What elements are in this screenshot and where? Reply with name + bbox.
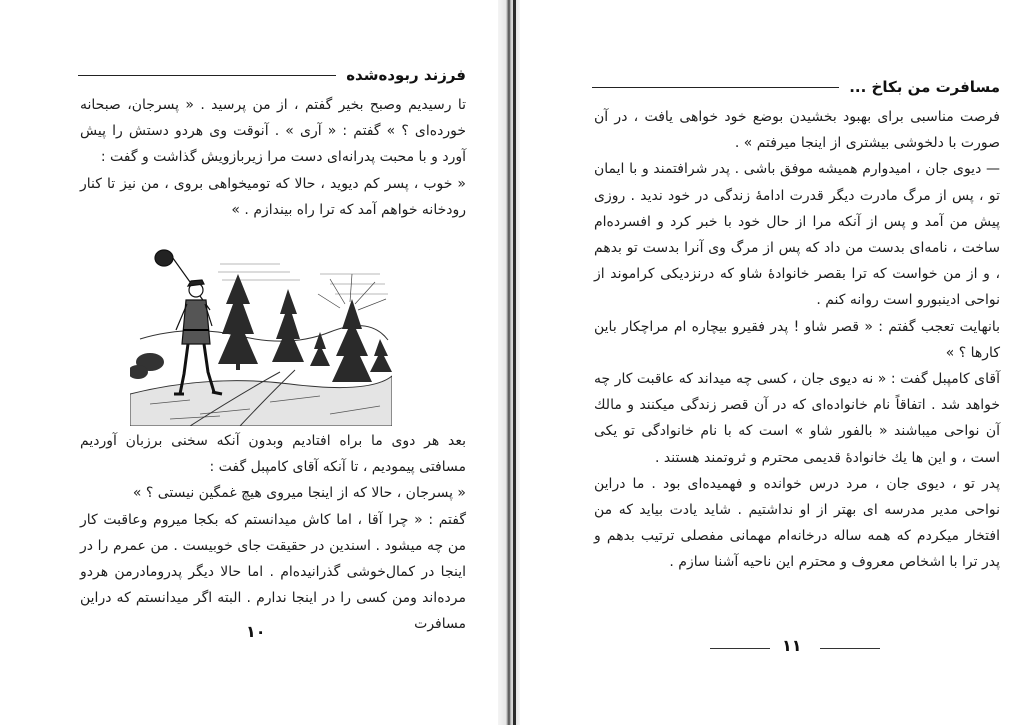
right-footer-rule-right [820, 648, 880, 649]
right-paragraph-4: آقای کامپبل گفت : « نه دیوی جان ، کسی چه میداند که عاقبت کار چه خواهد شد . اتفاقاً نام خانواده‌ای که در آن قصر زندگی میکنند و مالك آن نواحی میباشند « بالفور شاو » است که با نام خانوادگی تو یکی است ، و این ها یك خانوادهٔ قدیمی محترم و ثروتمند هستند . [594, 371, 1000, 466]
book-gutter [498, 0, 520, 725]
left-paragraph-3: بعد هر دوی ما براه افتادیم وبدون آنکه سخنی برزبان آوردیم مسافتی پیمودیم ، تا آنکه آقای کامپبل گفت : [80, 433, 466, 476]
left-paragraph-4: « پسرجان ، حالا که از اینجا میروی هیچ غمگین نیستی ؟ » [132, 485, 466, 502]
left-paragraph-1: تا رسیدیم وصبح بخیر گفتم ، از من پرسید . « پسرجان، صبحانه خورده‌ای ؟ » گفتم : « آری » . آنوقت وی هردو دستش را پیش آورد و با محبت پدرانه‌ای دست مرا زیربازویش گذاشت و گفت : [80, 97, 466, 166]
right-page-number: ۱۱ [782, 636, 802, 655]
left-header-rule [78, 75, 336, 76]
right-page-header [592, 78, 1000, 96]
left-page-number: ۱۰ [246, 622, 266, 641]
left-paragraph-2: « خوب ، پسر کم دیوید ، حالا که تومیخواهی بروی ، من نیز تا کنار رودخانه خواهم آمد که ترا راه بیندازم . » [80, 175, 466, 218]
right-header-title: مسافرت من بکاخ ... [849, 78, 1000, 96]
right-paragraph-3: بانهایت تعجب گفتم : « قصر شاو ! پدر فقیرو بیچاره‌ ‌ام مراچکار باین کارها ؟ » [594, 318, 1000, 361]
right-page [520, 0, 1029, 725]
illustration-drawing [130, 244, 392, 426]
left-page-header [78, 66, 466, 84]
right-text [594, 104, 1000, 576]
left-page [0, 0, 498, 725]
traveler-illustration [130, 244, 392, 426]
right-footer-rule-left [710, 648, 770, 649]
left-header-title: فرزند ربوده‌شده [346, 66, 466, 84]
right-paragraph-1: فرصت مناسبی برای بهبود بخشیدن بوضع خود خواهی یافت ، در آن صورت با دلخوشی بیشتری از اینجا میرفتم » . [594, 109, 1000, 152]
left-text-top [80, 92, 466, 223]
page-edge-line [513, 0, 516, 725]
left-text-bottom [80, 428, 466, 638]
right-header-rule [592, 87, 839, 88]
left-paragraph-5: گفتم : « چرا آقا ، اما کاش میدانستم که بکجا میروم وعاقبت کار من چه میشود . اسندین در حقیقت جای خوبیست . من عمرم را در اینجا در کمال‌خوشی گذرانیده‌ام . اما حالا دیگر پدرومادرمن هردو مرده‌اند ومن کسی را در اینجا ندارم . البته اگر میدانستم که دراین مسافرت [80, 511, 466, 633]
right-paragraph-2: — دیوی جان ، امیدوارم همیشه موفق باشی . پدر شرافتمند و با ایمان تو ، پس از مرگ مادرت دیگر قدرت ادامهٔ زندگی در خود ندید . روزی پیش من آمد و پس از آنکه مرا از حال خود با خبر کرد و افسرده‌ام ساخت ، نامه‌ای بدست من داد که پس از مرگ وی آنرا بدست تو بدهم ، و از من خواست که ترا بقصر خانوادهٔ شاو که درنزدیکی کراموند از نواحی ادینبورو است روانه کنم . [594, 161, 1000, 309]
right-paragraph-5: پدر تو ، دیوی جان ، مرد درس خوانده و فهمیده‌ای بود . ما دراین نواحی مدیر مدرسه ای بهتر از او نداشتیم . شاید یادت بیاید که من افتخار میکردم که همه ساله درخانه‌ام مهمانی مفصلی ترتیب بدهم و پدر ترا با اشخاص معروف و محترم این ناحیه آشنا سازم . [594, 475, 1000, 571]
